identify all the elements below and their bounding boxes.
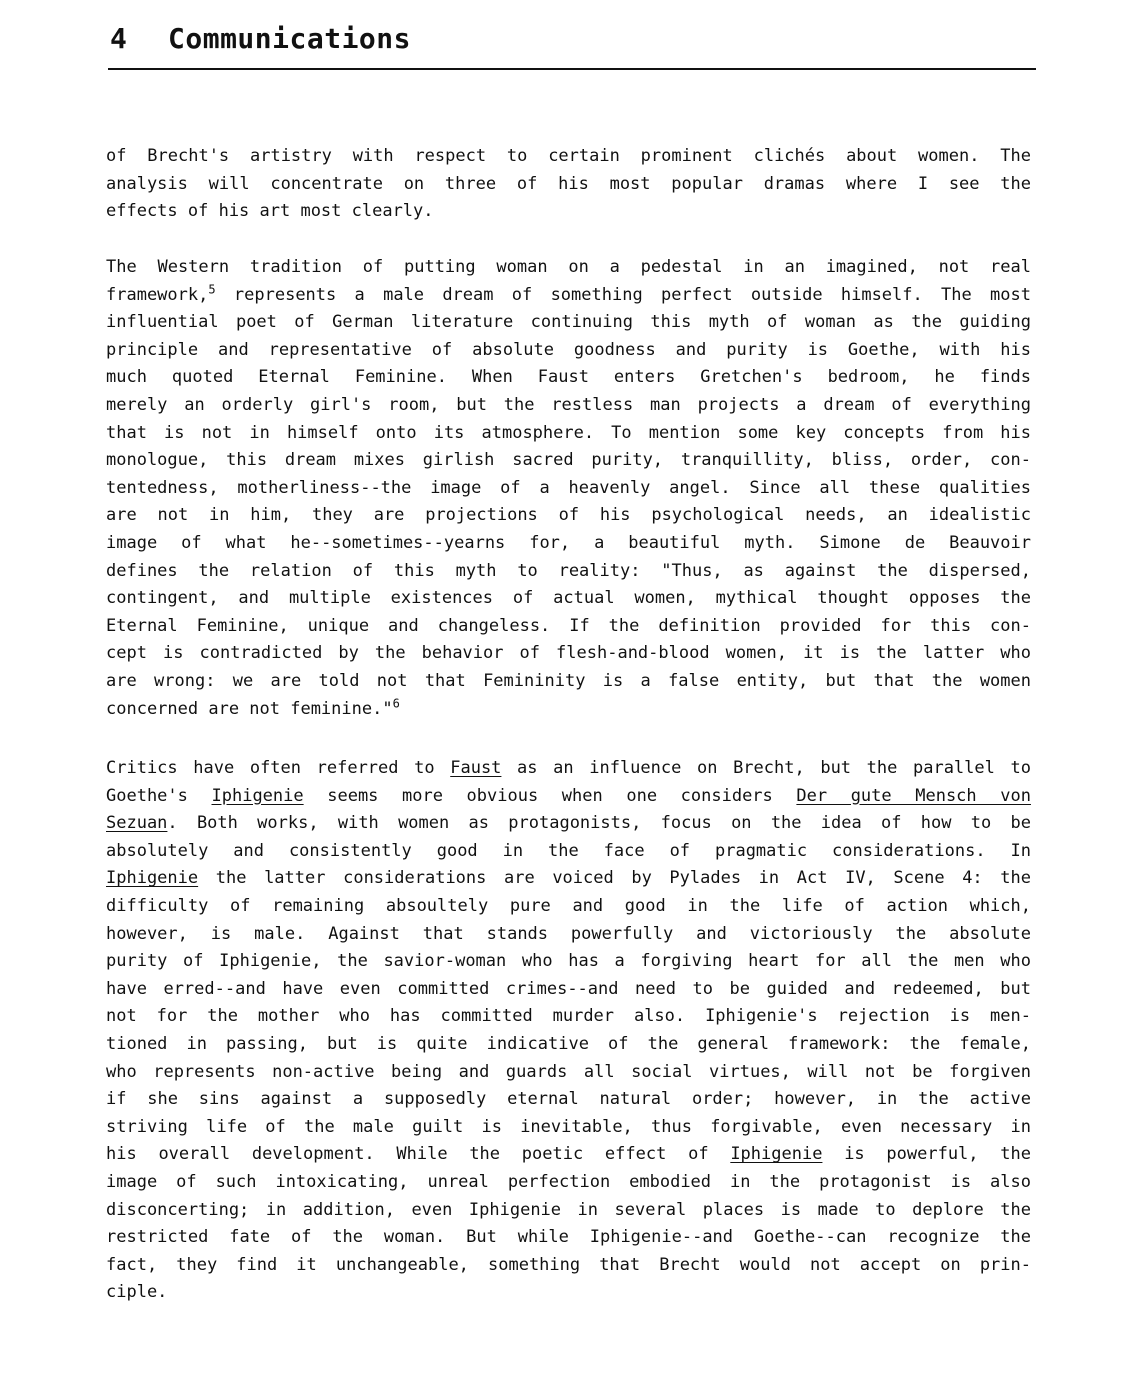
- text-line: difficulty of remaining absoultely pure and good in the life of action which,: [106, 895, 1031, 916]
- text-line: are wrong: we are told not that Femininity is a false entity, but that the women: [106, 670, 1031, 691]
- text-line: image of such intoxicating, unreal perfection embodied in the protagonist is also: [106, 1171, 1031, 1192]
- text-fragment: represents a male dream of something perfect outside himself. The most: [233, 284, 1031, 305]
- text-line: striving life of the male guilt is inevitable, thus forgivable, even necessary in: [106, 1116, 1031, 1137]
- footnote-ref-5: 5: [208, 281, 216, 296]
- text-line: Eternal Feminine, unique and changeless. If the definition provided for this con-: [106, 615, 1031, 636]
- text-line: fact, they find it unchangeable, something that Brecht would not accept on prin-: [106, 1254, 1031, 1275]
- text-line: tentedness, motherliness--the image of a heavenly angel. Since all these qualities: [106, 477, 1031, 498]
- page-number: 4: [110, 22, 128, 55]
- text-fragment: concerned are not feminine.": [106, 698, 393, 719]
- text-line: contingent, and multiple existences of actual women, mythical thought opposes the: [106, 588, 1031, 609]
- text-line: monologue, this dream mixes girlish sacred purity, tranquillity, bliss, order, con-: [106, 450, 1031, 471]
- text-line: who represents non-active being and guards all social virtues, will not be forgiven: [106, 1061, 1031, 1082]
- text-line: restricted fate of the woman. But while Iphigenie--and Goethe--can recognize the: [106, 1227, 1031, 1248]
- text-line: merely an orderly girl's room, but the restless man projects a dream of everything: [106, 394, 1031, 415]
- text-line: of Brecht's artistry with respect to certain prominent clichés about women. The: [106, 146, 1031, 166]
- text-fragment: framework,: [106, 284, 209, 305]
- title-iphigenie: Iphigenie: [211, 785, 304, 806]
- text-line: The Western tradition of putting woman on a pedestal in an imagined, not real: [106, 257, 1031, 277]
- text-line: not for the mother who has committed murder also. Iphigenie's rejection is men-: [106, 1006, 1031, 1027]
- title-sezuan: Sezuan: [106, 813, 168, 834]
- text-line: analysis will concentrate on three of his most popular dramas where I see the: [106, 173, 1031, 194]
- text-fragment: his overall development. While the poetic effect of: [106, 1144, 709, 1165]
- running-title: Communications: [168, 22, 412, 55]
- text-line: ciple.: [106, 1282, 168, 1303]
- text-line: absolutely and consistently good in the face of pragmatic considerations. In: [106, 840, 1031, 861]
- text-line: [106, 865, 1031, 893]
- text-line: that is not in himself onto its atmosphere. To mention some key concepts from his: [106, 422, 1031, 443]
- text-line-with-footnote: [106, 282, 1031, 310]
- page-header: [108, 20, 1036, 70]
- text-line: effects of his art most clearly.: [106, 201, 434, 222]
- title-der-gute-mensch: Der gute Mensch von: [796, 785, 1031, 806]
- text-line: defines the relation of this myth to reality: "Thus, as against the dispersed,: [106, 560, 1031, 581]
- text-line: disconcerting; in addition, even Iphigenie in several places is made to deplore the: [106, 1199, 1031, 1220]
- text-line: influential poet of German literature continuing this myth of woman as the guiding: [106, 312, 1031, 333]
- text-line: [106, 755, 1031, 783]
- text-line: principle and representative of absolute goodness and purity is Goethe, with his: [106, 339, 1031, 360]
- text-line: [106, 810, 1031, 838]
- text-line: however, is male. Against that stands powerfully and victoriously the absolute: [106, 923, 1031, 944]
- text-line: if she sins against a supposedly eternal natural order; however, in the active: [106, 1089, 1031, 1110]
- text-line: [106, 783, 1031, 811]
- text-line: are not in him, they are projections of his psychological needs, an idealistic: [106, 505, 1031, 526]
- paragraph-1: [106, 143, 1031, 226]
- text-line-with-footnote: [106, 696, 1031, 724]
- paragraph-3: [106, 755, 1031, 1307]
- text-fragment: as an influence on Brecht, but the parallel to: [517, 758, 1031, 778]
- text-line: image of what he--sometimes--yearns for, a beautiful myth. Simone de Beauvoir: [106, 532, 1031, 553]
- text-fragment: the latter considerations are voiced by Pylades in Act IV, Scene 4: the: [215, 868, 1031, 889]
- title-faust: Faust: [450, 758, 502, 778]
- text-fragment: Goethe's: [106, 785, 188, 806]
- footnote-ref-6: 6: [392, 695, 400, 710]
- title-iphigenie: Iphigenie: [730, 1144, 823, 1165]
- text-fragment: . Both works, with women as protagonists, focus on the idea of how to be: [167, 813, 1031, 834]
- text-line: have erred--and have even committed crimes--and need to be guided and redeemed, but: [106, 978, 1031, 999]
- text-line: cept is contradicted by the behavior of flesh-and-blood women, it is the latter who: [106, 643, 1031, 664]
- text-line: purity of Iphigenie, the savior-woman who has a forgiving heart for all the men who: [106, 951, 1031, 972]
- paragraph-2: [106, 254, 1031, 723]
- text-fragment: is powerful, the: [844, 1144, 1031, 1165]
- text-line: [106, 1141, 1031, 1169]
- text-fragment: Critics have often referred to: [106, 758, 435, 778]
- text-line: much quoted Eternal Feminine. When Faust enters Gretchen's bedroom, he finds: [106, 367, 1031, 388]
- title-iphigenie: Iphigenie: [106, 868, 199, 889]
- text-line: tioned in passing, but is quite indicative of the general framework: the female,: [106, 1033, 1031, 1054]
- text-fragment: seems more obvious when one considers: [327, 785, 773, 806]
